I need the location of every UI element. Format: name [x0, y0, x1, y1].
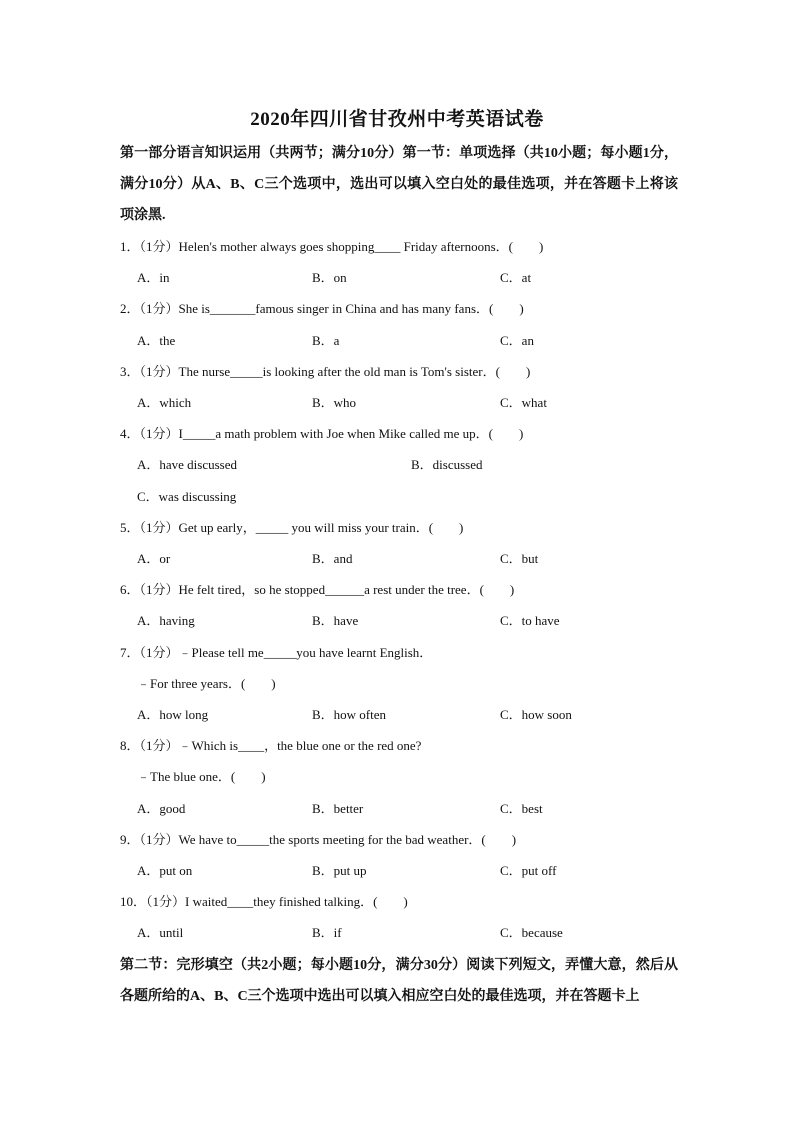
- question-6-option-b: B．have: [312, 613, 359, 628]
- question-9-option-c: C．put off: [500, 863, 557, 878]
- question-6-stem: 6．（1分）He felt tired，so he stopped______a rest under the tree．( ): [120, 582, 515, 597]
- question-5-option-b: B．and: [312, 551, 353, 566]
- question-8-option-c: C．best: [500, 801, 543, 816]
- question-10-option-c: C．because: [500, 925, 563, 940]
- question-6-option-c: C．to have: [500, 613, 560, 628]
- question-8-option-b: B．better: [312, 801, 364, 816]
- question-7-reply: ﹣For three years．( ): [137, 676, 276, 691]
- question-9-option-b: B．put up: [312, 863, 367, 878]
- question-7-option-c: C．how soon: [500, 707, 572, 722]
- question-7-option-a: A．how long: [137, 707, 209, 722]
- question-5-option-c: C．but: [500, 551, 539, 566]
- question-4-option-c: C．was discussing: [137, 489, 237, 504]
- exam-title: 2020年四川省甘孜州中考英语试卷: [250, 109, 544, 130]
- question-3-option-a: A．which: [137, 395, 192, 410]
- question-8-option-a: A．good: [137, 801, 186, 816]
- question-1-stem: 1．（1分）Helen's mother always goes shopping____ Friday afternoons．( ): [120, 239, 544, 254]
- question-10-option-a: A．until: [137, 925, 184, 940]
- question-3-stem: 3．（1分）The nurse_____is looking after the old man is Tom's sister．( ): [120, 364, 531, 379]
- question-8-reply: ﹣The blue one．( ): [137, 769, 266, 784]
- question-5-option-a: A．or: [137, 551, 171, 566]
- question-1-option-a: A．in: [137, 270, 170, 285]
- question-9-stem: 9．（1分）We have to_____the sports meeting for the bad weather．( ): [120, 832, 517, 847]
- question-10-stem: 10．（1分）I waited____they finished talking．( ): [120, 894, 408, 909]
- question-2-option-a: A．the: [137, 333, 176, 348]
- question-4-stem: 4．（1分）I_____a math problem with Joe when Mike called me up．( ): [120, 426, 524, 441]
- question-2-stem: 2．（1分）She is_______famous singer in China and has many fans．( ): [120, 301, 524, 316]
- question-1-option-c: C．at: [500, 270, 532, 285]
- part2-instructions: 第二节：完形填空（共2小题；每小题10分，满分30分）阅读下列短文，弄懂大意，然后从各题所给的A、B、C三个选项中选出可以填入相应空白处的最佳选项，并在答题卡上: [120, 958, 678, 1004]
- question-1-option-b: B．on: [312, 270, 347, 285]
- question-4-option-b: B．discussed: [411, 457, 483, 472]
- question-5-stem: 5．（1分）Get up early，_____ you will miss your train．( ): [120, 520, 464, 535]
- question-9-option-a: A．put on: [137, 863, 193, 878]
- question-6-option-a: A．having: [137, 613, 195, 628]
- question-3-option-b: B．who: [312, 395, 357, 410]
- question-7-stem: 7．（1分）﹣Please tell me_____you have learnt English．: [120, 645, 433, 660]
- question-2-option-b: B．a: [312, 333, 340, 348]
- question-2-option-c: C．an: [500, 333, 534, 348]
- question-7-option-b: B．how often: [312, 707, 387, 722]
- question-4-option-a: A．have discussed: [137, 457, 238, 472]
- question-8-stem: 8．（1分）﹣Which is____，the blue one or the red one?: [120, 738, 422, 753]
- question-10-option-b: B．if: [312, 925, 342, 940]
- question-3-option-c: C．what: [500, 395, 547, 410]
- part1-instructions: 第一部分语言知识运用（共两节；满分10分）第一节：单项选择（共10小题；每小题1分，满分10分）从A、B、C三个选项中，选出可以填入空白处的最佳选项，并在答题卡上将该项涂黑.: [120, 146, 678, 223]
